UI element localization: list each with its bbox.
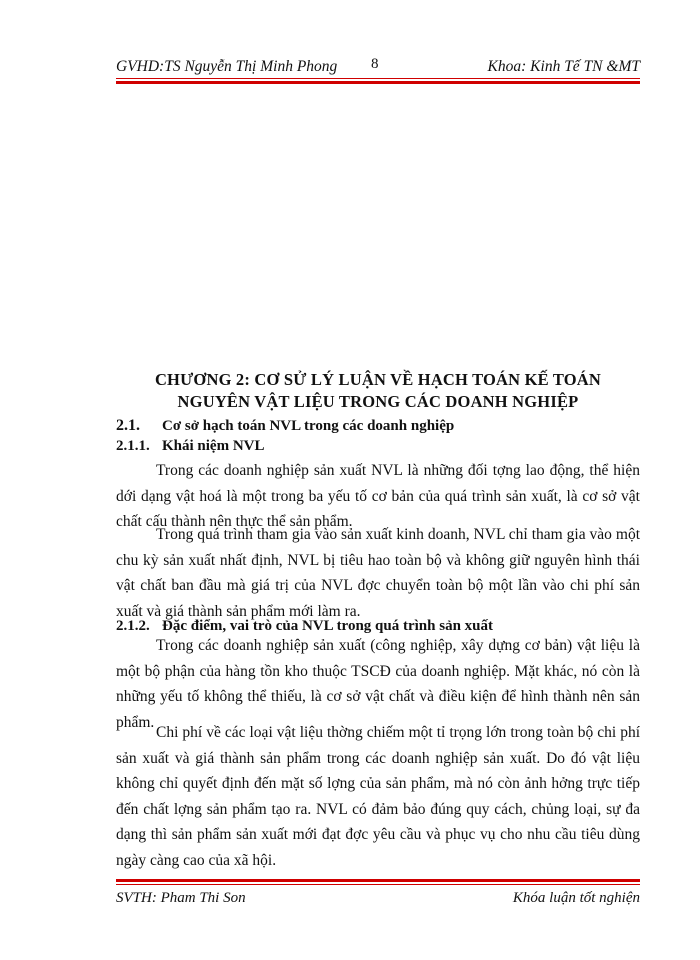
section-2-1-2-number: 2.1.2. <box>116 618 150 634</box>
section-2-1-2-title: Đặc điểm, vai trò của NVL trong quá trình sản xuất <box>162 618 493 634</box>
paragraph-2: Trong quá trình tham gia vào sản xuất kinh doanh, NVL chỉ tham gia vào một chu kỳ sản xuất nhất định, NVL bị tiêu hao toàn bộ và không giữ nguyên hình thái vật chất ban đầu mà giá trị của NVL đợc chuyển toàn bộ một lần vào chi phí sản xuất và giá thành sản phẩm mới làm ra. <box>116 526 640 620</box>
footer-rule-thin <box>116 884 640 885</box>
paragraph-1: Trong các doanh nghiệp sản xuất NVL là những đối tợng lao động, thể hiện dới dạng vật hoá là một trong ba yếu tố cơ bản của quá trình sản xuất, là cơ sở vật chất cấu thành nên thực thể sản phẩm. <box>116 462 640 530</box>
footer-thesis-type: Khóa luận tốt nghiện <box>512 890 640 906</box>
header-advisor: GVHD:TS Nguyễn Thị Minh Phong <box>116 58 338 75</box>
footer-student: SVTH: Pham Thi Son <box>116 890 246 906</box>
header-rule-thin <box>116 78 640 79</box>
paragraph-4: Chi phí về các loại vật liệu thờng chiếm một tỉ trọng lớn trong toàn bộ chi phí sản xuất và giá thành sản phẩm trong các doanh nghiệp sản xuất. Do đó vật liệu không chỉ quyết định đến mặt số lợng của sản phẩm, mà nó còn ảnh hởng trực tiếp đến chất lợng sản phẩm tạo ra. NVL có đảm bảo đúng quy cách, chủng loại, sự đa dạng thì sản phẩm sản xuất mới đạt đợc yêu cầu và phục vụ cho nhu cầu tiêu dùng ngày càng cao của xã hội. <box>116 724 640 869</box>
section-2-1-title: Cơ sở hạch toán NVL trong các doanh nghiệp <box>162 418 455 434</box>
section-2-1-1-title: Khái niệm NVL <box>162 438 265 454</box>
footer-rule-thick <box>116 879 640 882</box>
section-2-1-1-heading <box>116 438 265 455</box>
page-number: 8 <box>371 56 379 72</box>
header-rule-thick <box>116 81 640 84</box>
paragraph-3: Trong các doanh nghiệp sản xuất (công nghiệp, xây dựng cơ bản) vật liệu là một bộ phận của hàng tồn kho thuộc TSCĐ của doanh nghiệp. Mặt khác, nó còn là những yếu tố không thể thiếu, là cơ sở vật chất và điều kiện để hình thành nên sản phẩm. <box>116 637 640 731</box>
header-faculty: Khoa: Kinh Tế TN &MT <box>487 58 640 75</box>
section-2-1-heading <box>116 417 454 435</box>
chapter-title-line-1: CHƯƠNG 2: CƠ SỬ LÝ LUẬN VỀ HẠCH TOÁN KẾ TOÁN <box>154 370 602 389</box>
section-2-1-number: 2.1. <box>116 417 140 434</box>
section-2-1-1-number: 2.1.1. <box>116 438 150 454</box>
chapter-title-line-2: NGUYÊN VẬT LIỆU TRONG CÁC DOANH NGHIỆP <box>177 392 579 411</box>
